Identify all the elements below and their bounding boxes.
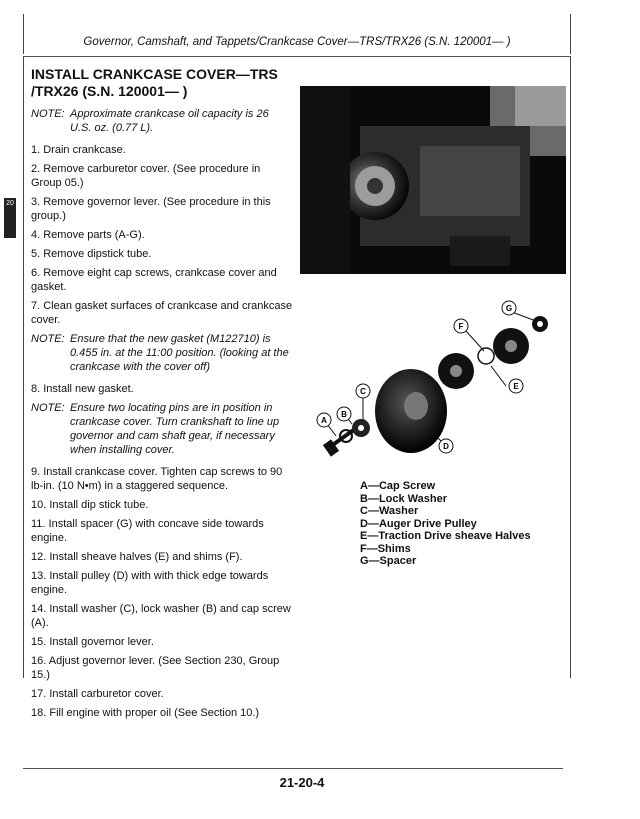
step-item: 3. Remove governor lever. (See procedure in this group.) (31, 196, 271, 222)
step-item: 2. Remove carburetor cover. (See procedure in Group 05.) (31, 163, 261, 189)
legend-item: C—Washer (360, 505, 419, 517)
note-label: NOTE: (31, 402, 65, 414)
step-item: 9. Install crankcase cover. Tighten cap screws to 90 lb-in. (10 N•m) in a staggered sequence. (31, 466, 283, 492)
step-item: 16. Adjust governor lever. (See Section 230, Group 15.) (31, 655, 280, 681)
step-item: 11. Install spacer (G) with concave side towards engine. (31, 518, 264, 544)
legend-item: F—Shims (360, 542, 411, 555)
note-label: NOTE: (31, 108, 65, 120)
step-item: 18. Fill engine with proper oil (See Section 10.) (31, 707, 260, 719)
step-item: 15. Install governor lever. (31, 636, 154, 648)
exploded-parts-diagram (306, 296, 568, 468)
step-item: 10. Install dip stick tube. (31, 499, 149, 511)
callout-label: B (341, 410, 347, 419)
step-item: 14. Install washer (C), lock washer (B) and cap screw (A). (31, 603, 291, 629)
procedure-steps (31, 107, 293, 725)
callout-label: C (360, 387, 366, 396)
parts-legend (360, 480, 531, 568)
legend-item: D—Auger Drive Pulley (360, 517, 477, 530)
shims-part (478, 348, 494, 364)
left-border (23, 56, 24, 678)
step-item: 1. Drain crankcase. (31, 144, 126, 156)
legend-item: A—Cap Screw (360, 480, 436, 492)
section-tab: 20 (4, 198, 16, 238)
note-text: Ensure two locating pins are in position in crankcase cover. Turn crankshaft to line up governor and cam shaft gear, if necessary when installing cover. (70, 402, 280, 456)
callout-label: E (513, 382, 519, 391)
step-item: 4. Remove parts (A-G). (31, 229, 145, 241)
note-gasket-position (31, 332, 293, 374)
engine-photo (300, 86, 566, 274)
footer-rule (23, 768, 563, 769)
note-oil-capacity (31, 107, 293, 135)
callout-label: A (321, 416, 327, 425)
section-title: INSTALL CRANKCASE COVER—TRS /TRX26 (S.N. 120001— ) (31, 66, 278, 99)
callout-label: D (443, 442, 449, 451)
step-item: 13. Install pulley (D) with with thick edge towards engine. (31, 570, 269, 596)
header-frame (23, 14, 571, 54)
running-header: Governor, Camshaft, and Tappets/Crankcase Cover—TRS/TRX26 (S.N. 120001— ) (83, 36, 511, 48)
legend-item: B—Lock Washer (360, 492, 448, 505)
step-item: 17. Install carburetor cover. (31, 688, 164, 700)
step-item: 12. Install sheave halves (E) and shims (F). (31, 551, 243, 563)
page-number: 21-20-4 (279, 775, 325, 790)
right-border (570, 56, 571, 678)
note-text: Ensure that the new gasket (M122710) is 0.455 in. at the 11:00 position. (looking at the crankcase with the cover off) (70, 333, 289, 373)
step-item: 7. Clean gasket surfaces of crankcase and crankcase cover. (31, 300, 293, 326)
header-rule (23, 56, 571, 57)
callout-label: G (505, 304, 513, 313)
legend-item: G—Spacer (360, 555, 417, 567)
step-item: 5. Remove dipstick tube. (31, 248, 152, 260)
note-locating-pins (31, 401, 293, 457)
callout-label: F (458, 322, 464, 331)
step-item: 6. Remove eight cap screws, crankcase cover and gasket. (31, 267, 277, 293)
note-text: Approximate crankcase oil capacity is 26 U.S. oz. (0.77 L). (70, 108, 269, 134)
legend-item: E—Traction Drive sheave Halves (360, 530, 531, 542)
note-label: NOTE: (31, 333, 65, 345)
step-item: 8. Install new gasket. (31, 383, 134, 395)
